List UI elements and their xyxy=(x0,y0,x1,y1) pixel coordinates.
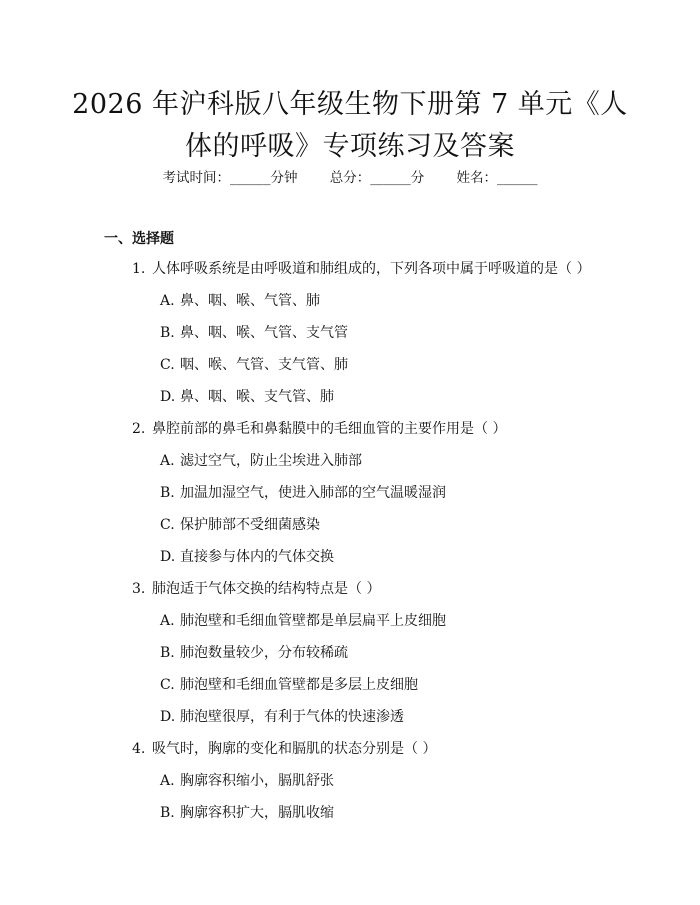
exam-time-field: 考试时间：______分钟 xyxy=(162,170,298,186)
option-text: 加温加湿空气，使进入肺部的空气温暖湿润 xyxy=(180,485,446,501)
question-1 xyxy=(132,259,590,279)
question-text: 人体呼吸系统是由呼吸道和肺组成的，下列各项中属于呼吸道的是（ ） xyxy=(152,261,591,277)
option-text: 胸廓容积缩小，膈肌舒张 xyxy=(180,773,334,789)
question-text: 鼻腔前部的鼻毛和鼻黏膜中的毛细血管的主要作用是（ ） xyxy=(152,421,507,437)
option-letter: B. xyxy=(160,325,175,341)
option-text: 滤过空气，防止尘埃进入肺部 xyxy=(180,453,362,469)
option-letter: C. xyxy=(160,677,175,693)
option-4b xyxy=(160,803,334,823)
question-number: 2. xyxy=(132,421,146,437)
option-text: 保护肺部不受细菌感染 xyxy=(180,517,320,533)
option-letter: A. xyxy=(160,453,175,469)
section-heading: 一、选择题 xyxy=(104,231,174,247)
document-title xyxy=(60,84,640,168)
option-3b xyxy=(160,643,348,663)
option-letter: C. xyxy=(160,357,175,373)
option-letter: C. xyxy=(160,517,175,533)
option-text: 鼻、咽、喉、气管、肺 xyxy=(180,293,320,309)
option-1b xyxy=(160,323,348,343)
option-2b xyxy=(160,483,446,503)
question-4 xyxy=(132,739,436,759)
option-3a xyxy=(160,611,446,631)
option-text: 鼻、咽、喉、气管、支气管 xyxy=(180,325,348,341)
option-1a xyxy=(160,291,320,311)
student-name-field: 姓名：______ xyxy=(456,170,538,186)
option-text: 直接参与体内的气体交换 xyxy=(180,549,334,565)
option-letter: B. xyxy=(160,485,175,501)
option-letter: D. xyxy=(160,709,176,725)
option-text: 肺泡数量较少，分布较稀疏 xyxy=(180,645,348,661)
question-2 xyxy=(132,419,506,439)
option-text: 肺泡壁很厚，有利于气体的快速渗透 xyxy=(180,709,404,725)
exam-info-line xyxy=(0,168,700,188)
question-number: 4. xyxy=(132,741,146,757)
option-2d xyxy=(160,547,334,567)
option-3c xyxy=(160,675,418,695)
option-letter: A. xyxy=(160,613,175,629)
option-text: 肺泡壁和毛细血管壁都是多层上皮细胞 xyxy=(180,677,418,693)
option-text: 胸廓容积扩大，膈肌收缩 xyxy=(180,805,334,821)
question-number: 1. xyxy=(132,261,146,277)
question-text: 吸气时，胸廓的变化和膈肌的状态分别是（ ） xyxy=(152,741,437,757)
option-1d xyxy=(160,387,334,407)
title-line-2: 体的呼吸》专项练习及答案 xyxy=(185,131,515,162)
option-1c xyxy=(160,355,348,375)
option-letter: A. xyxy=(160,773,175,789)
option-4a xyxy=(160,771,334,791)
option-letter: A. xyxy=(160,293,175,309)
question-3 xyxy=(132,579,380,599)
option-3d xyxy=(160,707,404,727)
option-2c xyxy=(160,515,320,535)
option-letter: D. xyxy=(160,549,176,565)
option-2a xyxy=(160,451,362,471)
question-text: 肺泡适于气体交换的结构特点是（ ） xyxy=(152,581,381,597)
option-letter: D. xyxy=(160,389,176,405)
title-line-1: 2026 年沪科版八年级生物下册第 7 单元《人 xyxy=(72,89,628,120)
option-text: 肺泡壁和毛细血管壁都是单层扁平上皮细胞 xyxy=(180,613,446,629)
option-letter: B. xyxy=(160,805,175,821)
option-text: 咽、喉、气管、支气管、肺 xyxy=(180,357,348,373)
option-letter: B. xyxy=(160,645,175,661)
question-number: 3. xyxy=(132,581,146,597)
option-text: 鼻、咽、喉、支气管、肺 xyxy=(180,389,334,405)
total-score-field: 总分：______分 xyxy=(329,170,425,186)
